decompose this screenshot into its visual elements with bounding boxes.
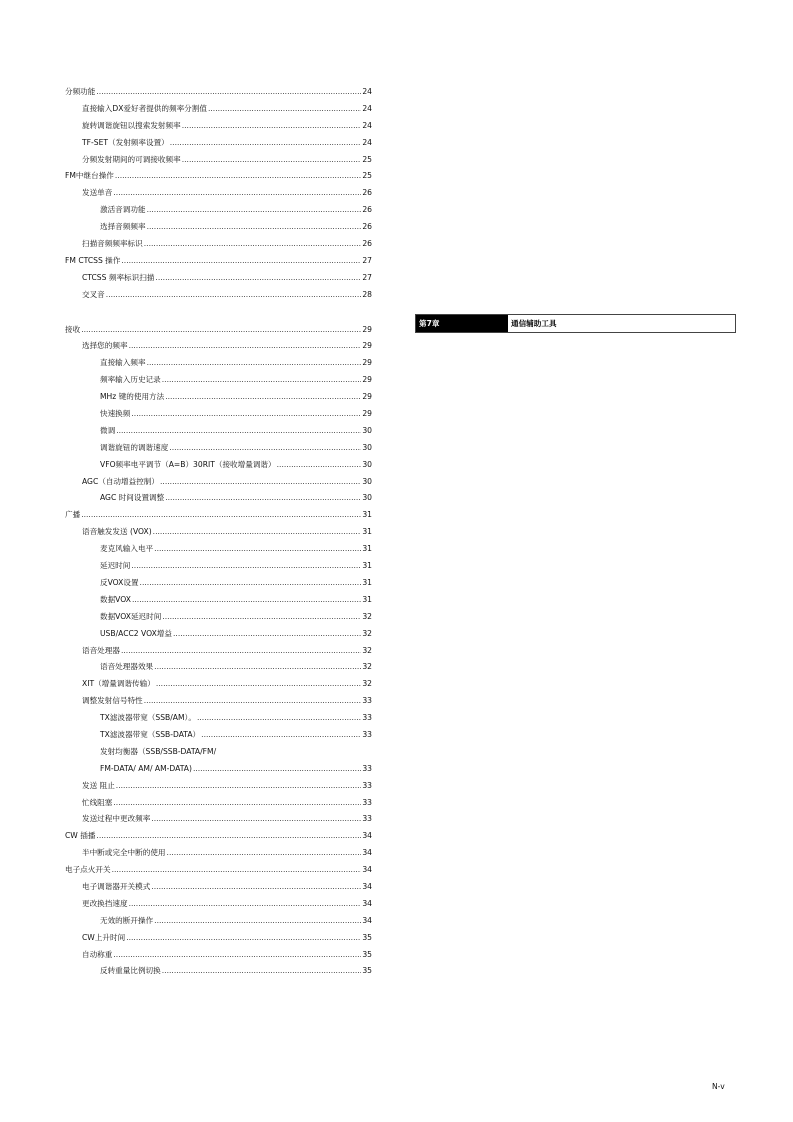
toc-leader-dots xyxy=(197,710,361,727)
toc-entry[interactable] xyxy=(65,930,372,947)
toc-entry[interactable] xyxy=(65,913,372,930)
toc-entry-label: FM中继台操作 xyxy=(65,171,114,181)
toc-leader-dots xyxy=(201,727,361,744)
toc-entry[interactable] xyxy=(65,84,372,101)
toc-entry-label: 反VOX设置 xyxy=(100,577,139,587)
chapter-number: 第7章 xyxy=(416,315,508,332)
toc-leader-dots xyxy=(96,828,361,845)
toc-entry[interactable] xyxy=(65,389,372,406)
toc-entry[interactable] xyxy=(65,626,372,643)
toc-leader-dots xyxy=(156,676,361,693)
toc-leader-dots xyxy=(162,609,361,626)
toc-entry-label: 旋转调谐旋钮以搜索发射频率 xyxy=(82,120,181,130)
toc-leader-dots xyxy=(151,811,361,828)
toc-leader-dots xyxy=(154,659,361,676)
toc-leader-dots xyxy=(165,389,361,406)
toc-entry-label: 无效的断开操作 xyxy=(100,915,154,925)
toc-entry-label: XIT（增量调谐传输） xyxy=(82,679,155,689)
toc-entry[interactable] xyxy=(65,440,372,457)
toc-entry-page: 29 xyxy=(362,341,372,351)
toc-entry-label: 交叉音 xyxy=(82,289,105,299)
toc-entry-page: 33 xyxy=(362,763,372,773)
toc-entry-label: USB/ACC2 VOX增益 xyxy=(100,628,172,638)
toc-leader-dots xyxy=(126,930,361,947)
toc-entry[interactable] xyxy=(65,338,372,355)
toc-entry-label: 更改换挡速度 xyxy=(82,898,128,908)
toc-leader-dots xyxy=(106,287,362,304)
toc-entry-page: 35 xyxy=(362,932,372,942)
toc-entry-page: 24 xyxy=(362,103,372,113)
toc-entry[interactable] xyxy=(65,236,372,253)
toc-entry[interactable] xyxy=(65,152,372,169)
toc-entry-label: 语音处理器效果 xyxy=(100,662,154,672)
toc-entry-label: FM-DATA/ AM/ AM-DATA) xyxy=(100,763,192,773)
toc-entry-label: 广播 xyxy=(65,510,81,520)
toc-leader-dots xyxy=(173,626,361,643)
toc-entry-page: 30 xyxy=(362,459,372,469)
toc-leader-dots xyxy=(155,270,361,287)
toc-entry-label: FM CTCSS 操作 xyxy=(65,255,121,265)
toc-entry-label: 数据VOX延迟时间 xyxy=(100,611,162,621)
toc-entry[interactable] xyxy=(65,287,372,304)
toc-entry-page: 25 xyxy=(362,154,372,164)
toc-entry[interactable] xyxy=(65,693,372,710)
toc-entry[interactable] xyxy=(65,727,372,744)
toc-entry-label: 快速换频 xyxy=(100,409,131,419)
toc-entry-page: 26 xyxy=(362,222,372,232)
toc-leader-dots xyxy=(162,372,362,389)
toc-leader-dots xyxy=(140,575,362,592)
toc-entry-label: CW 插播 xyxy=(65,831,96,841)
toc-entry-page: 29 xyxy=(362,409,372,419)
toc-entry-page: 27 xyxy=(362,255,372,265)
toc-entry-page: 25 xyxy=(362,171,372,181)
toc-entry[interactable] xyxy=(65,592,372,609)
toc-leader-dots xyxy=(154,541,361,558)
toc-entry-label: CW上升时间 xyxy=(82,932,126,942)
toc-entry-label: 选择您的频率 xyxy=(82,341,128,351)
toc-entry[interactable] xyxy=(65,101,372,118)
toc-leader-dots xyxy=(208,101,361,118)
toc-entry[interactable] xyxy=(65,168,372,185)
toc-entry-page: 29 xyxy=(362,324,372,334)
toc-entry-label: 语音处理器 xyxy=(82,645,120,655)
toc-leader-dots xyxy=(165,490,361,507)
toc-leader-dots xyxy=(129,338,362,355)
toc-entry[interactable] xyxy=(65,744,372,761)
toc-leader-dots xyxy=(193,761,361,778)
toc-entry-label: 微调 xyxy=(100,425,116,435)
toc-leader-dots xyxy=(162,963,362,980)
toc-entry-page: 33 xyxy=(362,797,372,807)
toc-entry-label: TX滤波器带宽（SSB-DATA） xyxy=(100,729,201,739)
toc-entry-label: 自动称重 xyxy=(82,949,113,959)
toc-leader-dots xyxy=(81,322,361,339)
toc-leader-dots xyxy=(144,693,362,710)
toc-entry[interactable] xyxy=(65,185,372,202)
toc-entry-label: MHz 键的使用方法 xyxy=(100,392,165,402)
toc-entry-label: 发射均衡器（SSB/SSB-DATA/FM/ xyxy=(100,746,217,756)
toc-entry-page: 29 xyxy=(362,375,372,385)
toc-entry-label: 发送过程中更改频率 xyxy=(82,814,151,824)
toc-entry-page: 33 xyxy=(362,696,372,706)
toc-entry-page: 32 xyxy=(362,628,372,638)
toc-entry[interactable] xyxy=(65,406,372,423)
toc-entry[interactable] xyxy=(65,118,372,135)
toc-entry-label: TF-SET（发射频率设置） xyxy=(82,137,169,147)
toc-entry[interactable] xyxy=(65,609,372,626)
toc-entry-page: 34 xyxy=(362,898,372,908)
toc-entry-label: 半中断或完全中断的使用 xyxy=(82,848,166,858)
toc-leader-dots xyxy=(144,236,362,253)
toc-entry-page: 32 xyxy=(362,662,372,672)
chapter-header xyxy=(415,314,736,333)
toc-entry[interactable] xyxy=(65,828,372,845)
toc-entry-label: 语音触发发送 (VOX) xyxy=(82,527,152,537)
toc-entry-label: 调谐旋钮的调谐速度 xyxy=(100,442,169,452)
toc-leader-dots xyxy=(160,474,361,491)
toc-entry[interactable] xyxy=(65,879,372,896)
toc-entry-label: 激活音调功能 xyxy=(100,205,146,215)
toc-entry[interactable] xyxy=(65,457,372,474)
toc-entry-label: 延迟时间 xyxy=(100,561,131,571)
toc-leader-dots xyxy=(182,118,362,135)
toc-entry[interactable] xyxy=(65,963,372,980)
toc-entry-page: 33 xyxy=(362,713,372,723)
toc-entry-label: TX滤波器带宽（SSB/AM）。 xyxy=(100,713,196,723)
page-number: N-v xyxy=(712,1082,725,1091)
toc-entry[interactable] xyxy=(65,322,372,339)
toc-entry[interactable] xyxy=(65,676,372,693)
toc-entry-label: 直接输入频率 xyxy=(100,358,146,368)
toc-leader-dots xyxy=(96,84,361,101)
toc-entry-label: 发送 阻止 xyxy=(82,780,115,790)
toc-entry-label: CTCSS 频率标识扫描 xyxy=(82,272,155,282)
toc-leader-dots xyxy=(169,440,361,457)
toc-entry-page: 32 xyxy=(362,679,372,689)
toc-entry[interactable] xyxy=(65,219,372,236)
chapter-title: 通信辅助工具 xyxy=(511,319,557,328)
toc-entry-label: 扫描音频频率标识 xyxy=(82,239,143,249)
toc-entry-page: 34 xyxy=(362,848,372,858)
toc-leader-dots xyxy=(154,913,361,930)
toc-entry-page: 35 xyxy=(362,949,372,959)
toc-leader-dots xyxy=(113,947,361,964)
toc-entry[interactable] xyxy=(65,643,372,660)
toc-entry-page: 27 xyxy=(362,272,372,282)
toc-leader-dots xyxy=(147,355,362,372)
toc-leader-dots xyxy=(116,423,361,440)
toc-entry-page: 34 xyxy=(362,831,372,841)
toc-entry-page: 34 xyxy=(362,915,372,925)
toc-entry[interactable] xyxy=(65,507,372,524)
toc-entry-label: 分频功能 xyxy=(65,87,96,96)
toc-entry-label: 电子调谐器开关模式 xyxy=(82,881,151,891)
toc-leader-dots xyxy=(277,457,362,474)
toc-entry[interactable] xyxy=(65,372,372,389)
toc-entry[interactable] xyxy=(65,474,372,491)
toc-entry[interactable] xyxy=(65,659,372,676)
toc-leader-dots xyxy=(147,202,362,219)
toc-entry-page: 26 xyxy=(362,205,372,215)
toc-leader-dots xyxy=(121,253,361,270)
toc-entry-page: 24 xyxy=(362,120,372,130)
toc-entry-label: 忙线阻塞 xyxy=(82,797,113,807)
toc-entry[interactable] xyxy=(65,761,372,778)
toc-entry-page: 30 xyxy=(362,493,372,503)
toc-entry-page: 32 xyxy=(362,611,372,621)
toc-entry-page: 31 xyxy=(362,527,372,537)
toc-entry[interactable] xyxy=(65,202,372,219)
toc-leader-dots xyxy=(147,219,362,236)
toc-entry-label: 直接输入DX爱好者提供的频率分割值 xyxy=(82,103,207,113)
toc-entry-label: 接收 xyxy=(65,324,81,334)
toc-leader-dots xyxy=(81,507,361,524)
toc-leader-dots xyxy=(131,406,361,423)
toc-entry-page: 26 xyxy=(362,188,372,198)
toc-entry-label: 电子点火开关 xyxy=(65,865,111,875)
toc-entry[interactable] xyxy=(65,862,372,879)
toc-leader-dots xyxy=(132,592,361,609)
toc-entry-page: 34 xyxy=(362,881,372,891)
toc-entry-page: 30 xyxy=(362,425,372,435)
toc-leader-dots xyxy=(116,778,362,795)
toc-entry-page: 26 xyxy=(362,239,372,249)
toc-entry-page: 29 xyxy=(362,358,372,368)
toc-entry[interactable] xyxy=(65,811,372,828)
toc-entry[interactable] xyxy=(65,355,372,372)
toc-entry-label: 选择音频频率 xyxy=(100,222,146,232)
toc-entry-label: 麦克风输入电平 xyxy=(100,544,154,554)
toc-leader-dots xyxy=(153,524,362,541)
toc-entry-page: 31 xyxy=(362,561,372,571)
toc-entry-label: 数据VOX xyxy=(100,594,131,604)
toc-entry-label: 调整发射信号特性 xyxy=(82,696,143,706)
toc-entry-page: 33 xyxy=(362,780,372,790)
toc-entry[interactable] xyxy=(65,947,372,964)
toc-entry-label: AGC 时间设置调整 xyxy=(100,493,165,503)
toc-leader-dots xyxy=(167,845,362,862)
toc-leader-dots xyxy=(182,152,362,169)
toc-leader-dots xyxy=(113,185,361,202)
toc-entry-page: 30 xyxy=(362,476,372,486)
toc-entry-page: 31 xyxy=(362,594,372,604)
toc-entry[interactable] xyxy=(65,135,372,152)
toc-entry[interactable] xyxy=(65,541,372,558)
toc-entry[interactable] xyxy=(65,795,372,812)
toc-entry-page: 35 xyxy=(362,966,372,976)
toc-entry-page: 29 xyxy=(362,392,372,402)
toc-entry-page: 34 xyxy=(362,865,372,875)
toc-leader-dots xyxy=(129,896,362,913)
toc-leader-dots xyxy=(115,168,361,185)
toc-entry-page: 31 xyxy=(362,577,372,587)
toc-entry-label: 分频发射期间的可调接收频率 xyxy=(82,154,181,164)
toc-entry-label: VFO频率电平调节（A=B）30RIT（接收增量调谐） xyxy=(100,459,276,469)
toc-leader-dots xyxy=(151,879,361,896)
toc-entry-page: 24 xyxy=(362,87,372,96)
toc-entry-label: 发送单音 xyxy=(82,188,113,198)
toc-entry[interactable] xyxy=(65,558,372,575)
toc-entry[interactable] xyxy=(65,845,372,862)
toc-leader-dots xyxy=(121,643,361,660)
toc-leader-dots xyxy=(113,795,361,812)
table-of-contents xyxy=(65,84,372,980)
toc-entry[interactable] xyxy=(65,778,372,795)
toc-leader-dots xyxy=(131,558,361,575)
toc-entry-label: 反转重量比例切换 xyxy=(100,966,161,976)
toc-entry-page: 28 xyxy=(362,289,372,299)
toc-entry[interactable] xyxy=(65,575,372,592)
toc-entry-page: 24 xyxy=(362,137,372,147)
toc-entry-page: 30 xyxy=(362,442,372,452)
toc-leader-dots xyxy=(112,862,362,879)
toc-entry-page: 31 xyxy=(362,544,372,554)
toc-entry-label: 频率输入历史记录 xyxy=(100,375,161,385)
toc-entry[interactable] xyxy=(65,423,372,440)
toc-entry[interactable] xyxy=(65,896,372,913)
toc-entry[interactable] xyxy=(65,253,372,270)
toc-entry[interactable] xyxy=(65,490,372,507)
toc-entry-label: AGC（自动增益控制） xyxy=(82,476,159,486)
toc-entry[interactable] xyxy=(65,710,372,727)
toc-entry-page: 31 xyxy=(362,510,372,520)
toc-leader-dots xyxy=(170,135,362,152)
toc-entry[interactable] xyxy=(65,524,372,541)
toc-entry-page: 32 xyxy=(362,645,372,655)
toc-entry-page: 33 xyxy=(362,729,372,739)
toc-entry-page: 33 xyxy=(362,814,372,824)
toc-entry[interactable] xyxy=(65,270,372,287)
